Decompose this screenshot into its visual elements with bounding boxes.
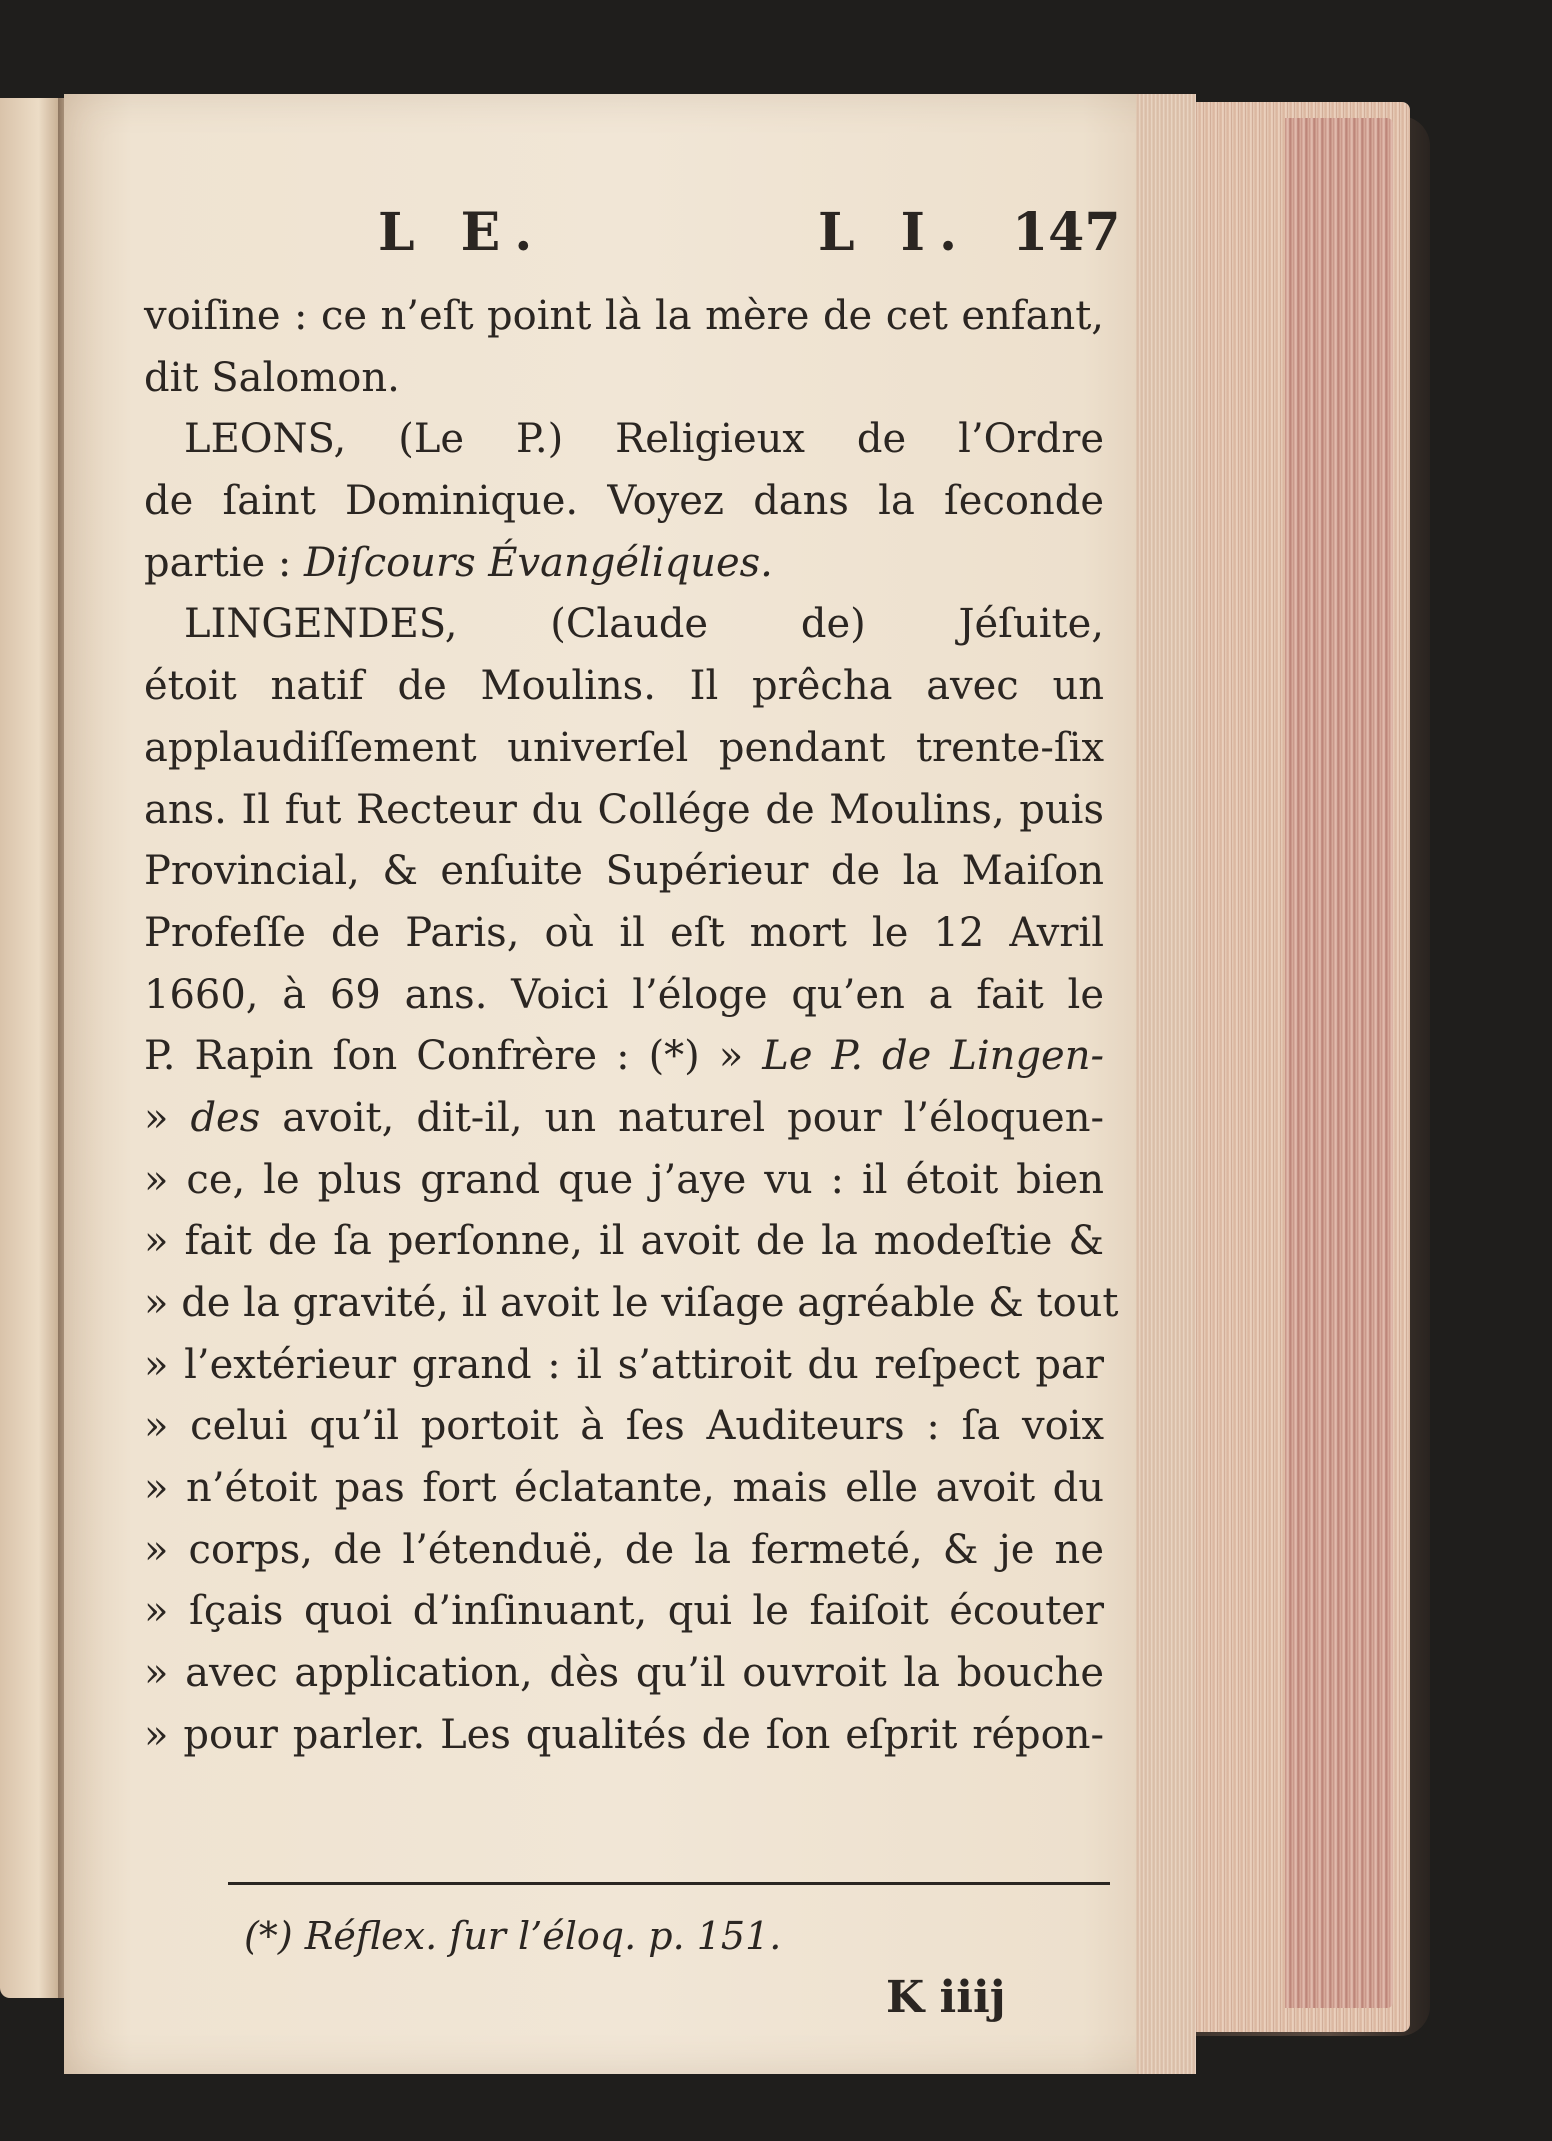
text-line: [144, 1335, 1104, 1397]
line-text: dit Salomon.: [144, 354, 400, 401]
footnote-rule: [228, 1882, 1110, 1885]
text-line: [144, 348, 1104, 410]
running-header: [144, 202, 1121, 263]
text-line: [144, 780, 1104, 842]
footnote: (*) Réflex. ſur l’éloq. p. 151.: [244, 1914, 782, 1958]
header-middle: L I.: [818, 202, 972, 263]
line-text: » celui qu’il portoit à ſes Auditeurs : ſa voix: [144, 1403, 1104, 1450]
line-text: »: [144, 1094, 191, 1141]
text-line: [144, 286, 1104, 348]
text-line: [144, 1273, 1119, 1335]
text-line: [144, 1026, 1104, 1088]
line-text: LEONS, (Le P.) Religieux de l’Ordre: [184, 416, 1104, 463]
right-page: [64, 94, 1196, 2074]
page-number: 147: [1012, 202, 1121, 263]
line-text: » fait de ſa perſonne, il avoit de la modeſtie &: [144, 1218, 1104, 1265]
line-text: Provincial, & enſuite Supérieur de la Maiſon: [144, 848, 1104, 895]
text-line: [144, 594, 1104, 656]
text-line: [144, 903, 1104, 965]
line-text: » ſçais quoi d’inſinuant, qui le faiſoit écouter: [144, 1588, 1104, 1635]
left-page: [0, 98, 64, 1998]
line-text: » de la gravité, il avoit le viſage agréable & tout: [144, 1280, 1119, 1326]
text-line: [144, 1396, 1104, 1458]
text-line: [144, 965, 1104, 1027]
page-edges-inner: [1285, 118, 1393, 2008]
line-text: » ce, le plus grand que j’aye vu : il étoit bien: [144, 1156, 1104, 1203]
text-line: [144, 1211, 1104, 1273]
line-text: LINGENDES, (Claude de) Jéſuite,: [184, 601, 1104, 648]
line-italic: Diſcours Évangéliques.: [304, 539, 773, 586]
line-text: Profeſſe de Paris, où il eſt mort le 12 Avril: [144, 909, 1104, 956]
line-text: applaudiſſement univerſel pendant trente-ſix: [144, 724, 1104, 771]
signature-mark: K iiij: [886, 1972, 1006, 2023]
line-text: 1660, à 69 ans. Voici l’éloge qu’en a fait le: [144, 971, 1104, 1018]
text-line: [144, 1581, 1104, 1643]
book: [0, 88, 1430, 2080]
text-line: [144, 1643, 1104, 1705]
text-line: [144, 1705, 1104, 1767]
text-line: [144, 533, 1104, 595]
text-line: [144, 841, 1104, 903]
line-text: partie :: [144, 539, 305, 586]
page-edge-lines: [1136, 94, 1196, 2074]
text-line: [144, 1458, 1104, 1520]
text-line: [144, 1150, 1104, 1212]
line-text: étoit natif de Moulins. Il prêcha avec un: [144, 663, 1104, 710]
text-line: [144, 1520, 1104, 1582]
line-text: ans. Il fut Recteur du Collége de Moulins, puis: [144, 786, 1104, 833]
line-text: » l’extérieur grand : il s’attiroit du reſpect par: [144, 1341, 1104, 1388]
body-text: [144, 286, 1119, 1767]
line-text: » n’étoit pas fort éclatante, mais elle avoit du: [144, 1465, 1104, 1512]
line-text: » corps, de l’étenduë, de la fermeté, & je ne: [144, 1526, 1104, 1573]
line-tail: avoit, dit-il, un naturel pour l’éloquen-: [260, 1094, 1105, 1141]
line-text: » avec application, dès qu’il ouvroit la bouche: [144, 1650, 1104, 1697]
line-text: » pour parler. Les qualités de ſon eſprit répon-: [144, 1711, 1104, 1758]
line-text: P. Rapin ſon Confrère : (*) »: [144, 1033, 763, 1080]
text-line: [144, 656, 1104, 718]
line-italic: des: [190, 1094, 261, 1141]
text-line: [144, 718, 1104, 780]
line-italic: Le P. de Lingen-: [762, 1033, 1104, 1080]
text-line: [144, 1088, 1104, 1150]
text-line: [144, 409, 1104, 471]
line-text: de ſaint Dominique. Voyez dans la ſeconde: [144, 478, 1104, 525]
line-text: voiſine : ce n’eſt point là la mère de cet enfant,: [144, 293, 1104, 339]
header-left: L E.: [378, 202, 547, 263]
text-line: [144, 471, 1104, 533]
